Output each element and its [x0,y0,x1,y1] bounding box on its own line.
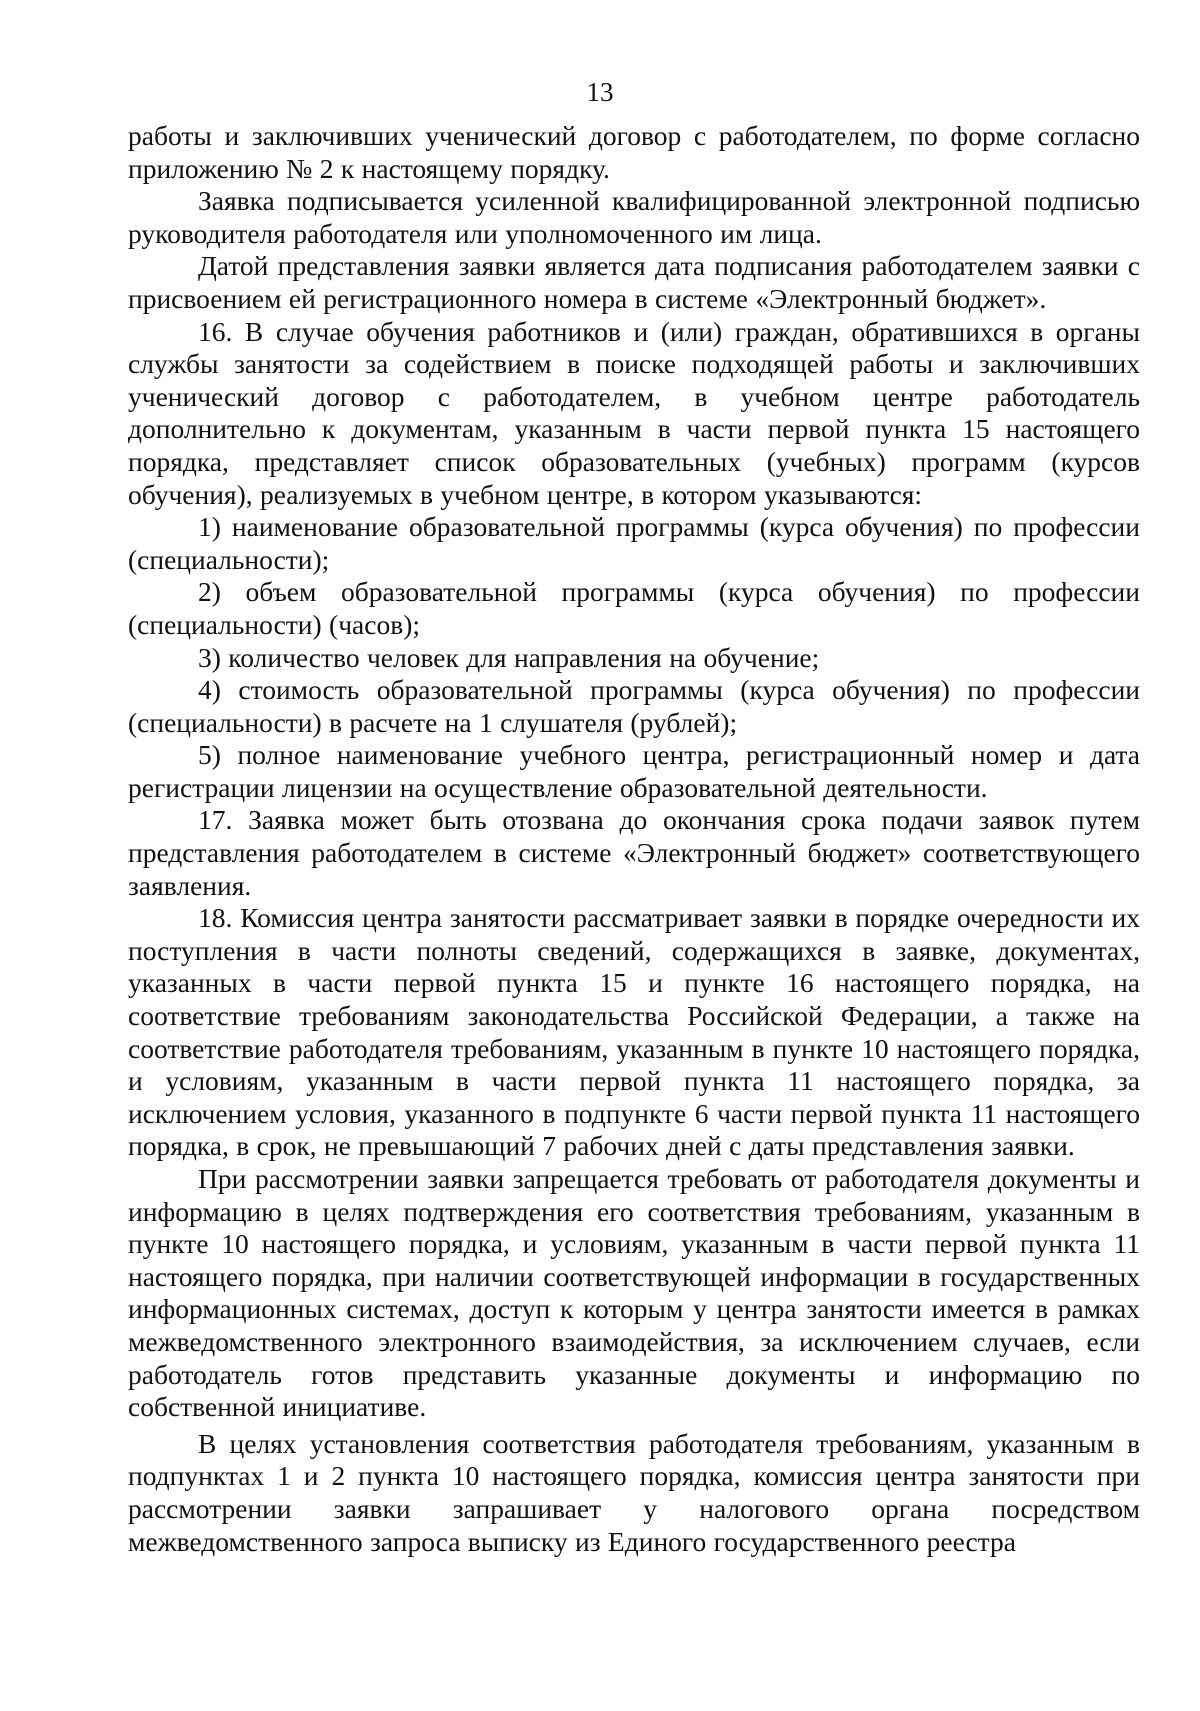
paragraph-item-18: 18. Комиссия центра занятости рассматривает заявки в порядке очередности их поступления в части полноты сведений, содержащихся в заявке, документах, указанных в части первой пункта 15 и пункте 16 настоящего порядка, на соответствие требованиям законодательства Российской Федерации, а также на соответствие работодателя требованиям, указанным в пункте 10 настоящего порядка, и условиям, указанным в части первой пункта 11 настоящего порядка, за исключением условия, указанного в подпункте 6 части первой пункта 11 настоящего порядка, в срок, не превышающий 7 рабочих дней с даты представления заявки. [128,902,1140,1162]
paragraph-continuation: работы и заключивших ученический договор с работодателем, по форме согласно приложению № 2 к настоящему порядку. [128,120,1140,184]
document-body [128,120,1140,1558]
paragraph-submission-date: Датой представления заявки является дата подписания работодателем заявки с присвоением ей регистрационного номера в системе «Электронный бюджет». [128,250,1140,314]
page-number: 13 [586,77,614,107]
list-item-5: 5) полное наименование учебного центра, регистрационный номер и дата регистрации лицензии на осуществление образовательной деятельности. [128,739,1140,803]
paragraph-tax-request: В целях установления соответствия работодателя требованиям, указанным в подпунктах 1 и 2 пункта 10 настоящего порядка, комиссия центра занятости при рассмотрении заявки запрашивает у налогового органа посредством межведомственного запроса выписку из Единого государственного реестра [128,1427,1140,1557]
paragraph-item-17: 17. Заявка может быть отозвана до окончания срока подачи заявок путем представления работодателем в системе «Электронный бюджет» соответствующего заявления. [128,804,1140,901]
list-item-1: 1) наименование образовательной программы (курса обучения) по профессии (специальности); [128,511,1140,575]
list-item-4: 4) стоимость образовательной программы (курса обучения) по профессии (специальности) в расчете на 1 слушателя (рублей); [128,674,1140,738]
paragraph-review-restriction: При рассмотрении заявки запрещается требовать от работодателя документы и информацию в целях подтверждения его соответствия требованиям, указанным в пункте 10 настоящего порядка, и условиям, указанным в части первой пункта 11 настоящего порядка, при наличии соответствующей информации в государственных информационных системах, доступ к которым у центра занятости имеется в рамках межведомственного электронного взаимодействия, за исключением случаев, если работодатель готов представить указанные документы и информацию по собственной инициативе. [128,1163,1140,1423]
list-item-2: 2) объем образовательной программы (курса обучения) по профессии (специальности) (часов); [128,576,1140,640]
paragraph-item-16: 16. В случае обучения работников и (или) граждан, обратившихся в органы службы занятости за содействием в поиске подходящей работы и заключивших ученический договор с работодателем, в учебном центре работодатель дополнительно к документам, указанным в части первой пункта 15 настоящего порядка, представляет список образовательных (учебных) программ (курсов обучения), реализуемых в учебном центре, в котором указываются: [128,315,1140,510]
list-item-3: 3) количество человек для направления на обучение; [198,641,820,673]
paragraph-signature: Заявка подписывается усиленной квалифицированной электронной подписью руководителя работодателя или уполномоченного им лица. [128,185,1140,249]
